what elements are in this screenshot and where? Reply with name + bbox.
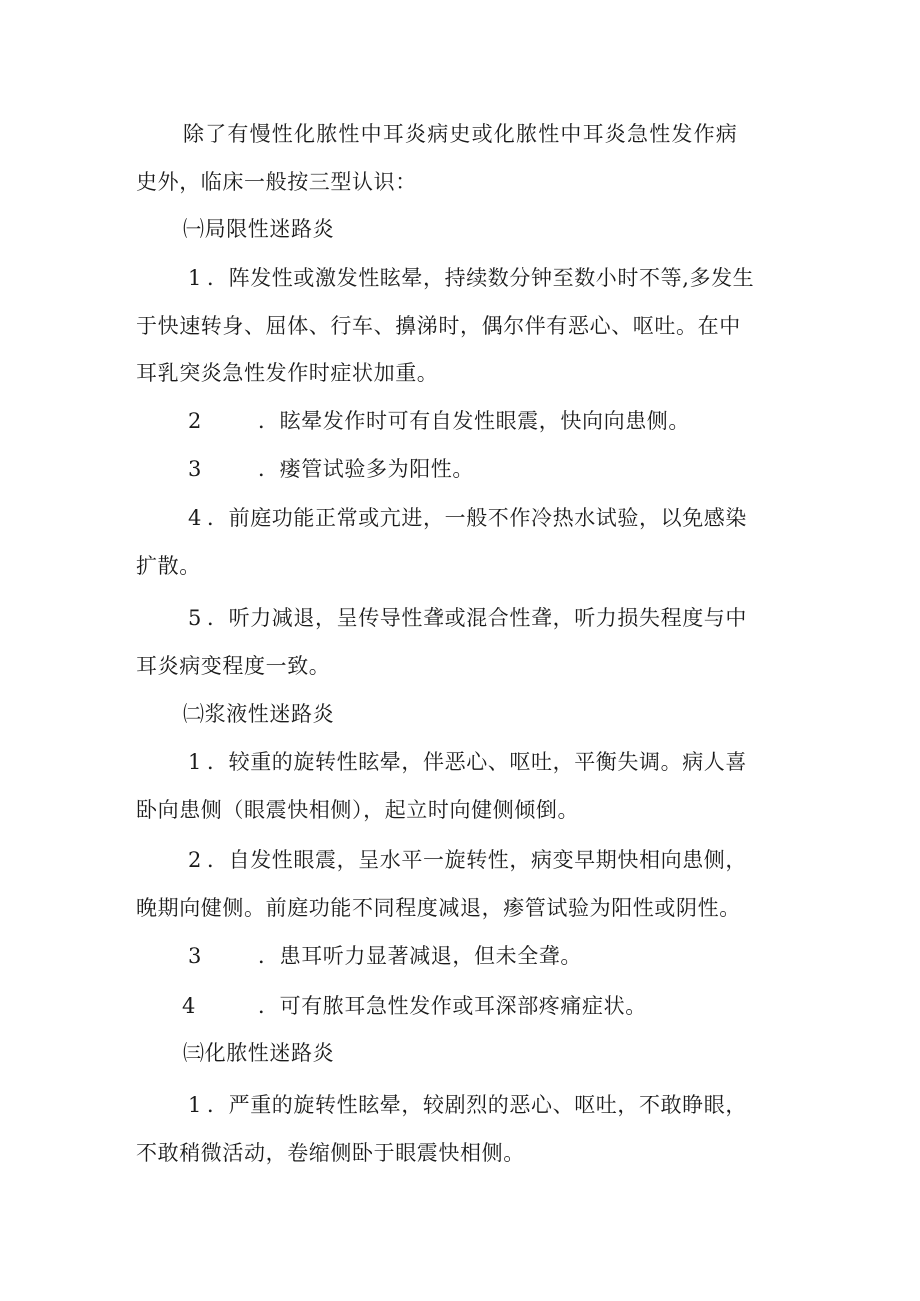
list-item-text: 卧向患侧（眼震快相侧），起立时向健侧倾倒。 — [136, 798, 580, 822]
list-item-text: ．瘘管试验多为阳性。 — [258, 457, 474, 481]
list-item-text: ．阵发性或激发性眩晕，持续数分钟至数小时不等,多发生 — [207, 266, 755, 290]
list-item-text: ．眩晕发作时可有自发性眼震，快向向患侧。 — [258, 409, 690, 433]
list-item-text: 扩散。 — [136, 554, 201, 578]
list-item-text: ．前庭功能正常或亢进，一般不作冷热水试验，以免感染 — [207, 506, 747, 530]
list-item-text: 不敢稍微活动，卷缩侧卧于眼震快相侧。 — [136, 1141, 525, 1165]
list-item-text: 耳炎病变程度一致。 — [136, 654, 331, 678]
section-heading-serous: ㈡浆液性迷路炎 — [183, 702, 335, 726]
intro-line-1: 除了有慢性化脓性中耳炎病史或化脓性中耳炎急性发作病 — [183, 122, 738, 146]
list-item-number: 1 — [188, 750, 202, 774]
list-item-number: 3 — [188, 457, 202, 481]
list-item-number: 3 — [188, 944, 202, 968]
section-heading-localized: ㈠局限性迷路炎 — [183, 217, 335, 241]
intro-line-2: 史外，临床一般按三型认识： — [136, 170, 417, 194]
list-item-text: ．自发性眼震，呈水平一旋转性，病变早期快相向患侧， — [207, 848, 747, 872]
list-item-text: 耳乳突炎急性发作时症状加重。 — [136, 361, 439, 385]
list-item-number: 2 — [188, 848, 202, 872]
list-item-number: 4 — [188, 506, 202, 530]
list-item-text: ．严重的旋转性眩晕，较剧烈的恶心、呕吐，不敢睁眼， — [207, 1093, 747, 1117]
list-item-number: 1 — [188, 1093, 202, 1117]
list-item-number: 1 — [188, 266, 202, 290]
section-heading-suppurative: ㈢化脓性迷路炎 — [183, 1041, 335, 1065]
list-item-number: 2 — [188, 409, 202, 433]
list-item-text: ．较重的旋转性眩晕，伴恶心、呕吐，平衡失调。病人喜 — [207, 750, 747, 774]
list-item-text: ．患耳听力显著减退，但未全聋。 — [258, 944, 582, 968]
list-item-number: 5 — [188, 606, 202, 630]
list-item-text: ．听力减退，呈传导性聋或混合性聋，听力损失程度与中 — [207, 606, 747, 630]
list-item-text: ．可有脓耳急性发作或耳深部疼痛症状。 — [258, 994, 647, 1018]
list-item-text: 于快速转身、屈体、行车、擤涕时，偶尔伴有恶心、呕吐。在中 — [136, 314, 741, 338]
list-item-number: 4 — [182, 994, 196, 1018]
list-item-text: 晚期向健侧。前庭功能不同程度减退，瘆管试验为阳性或阴性。 — [136, 896, 741, 920]
